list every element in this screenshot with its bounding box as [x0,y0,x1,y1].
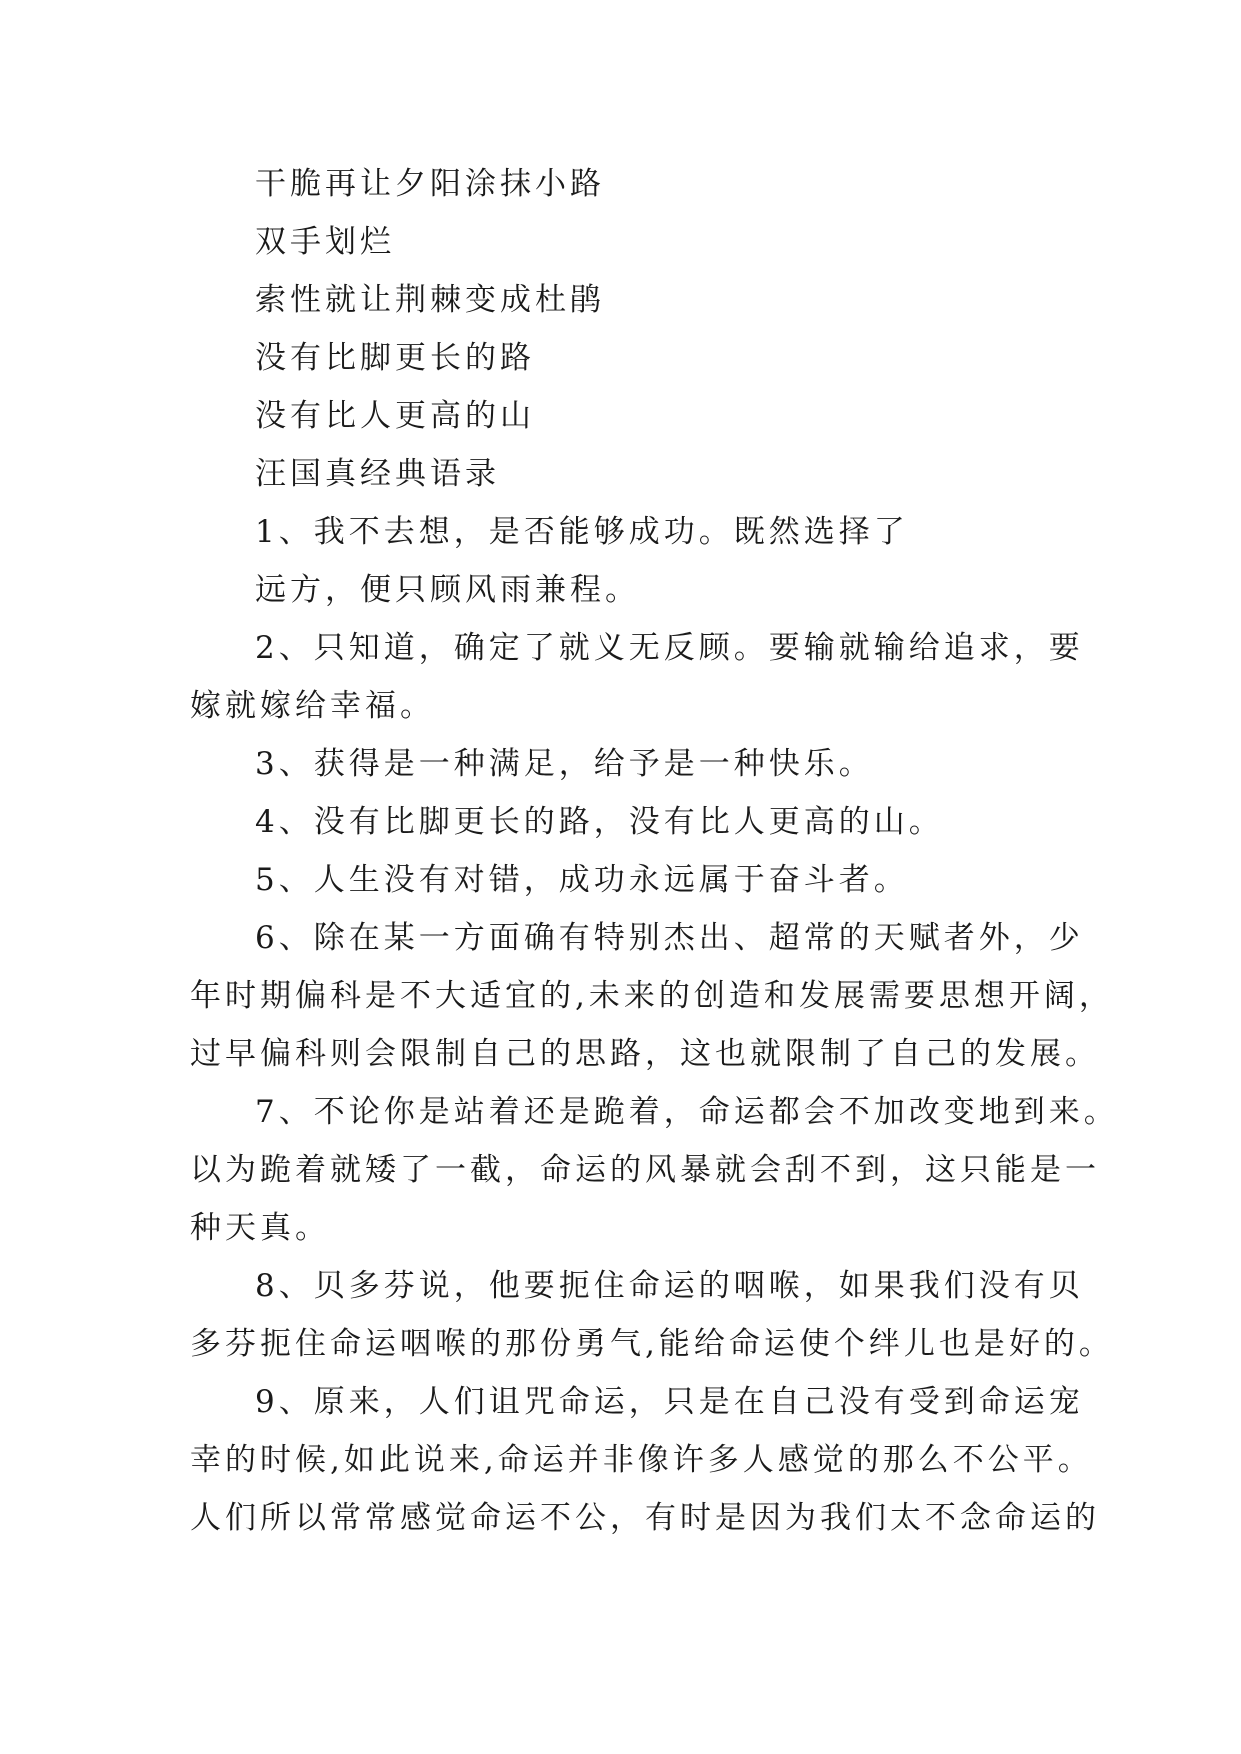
quote-line: 3、获得是一种满足，给予是一种快乐。 [255,746,874,782]
quote-line: 4、没有比脚更长的路，没有比人更高的山。 [255,804,944,840]
poem-line: 双手划烂 [255,224,395,260]
quote-line: 多芬扼住命运咽喉的那份勇气,能给命运使个绊儿也是好的。 [190,1326,1114,1362]
quote-line: 6、除在某一方面确有特别杰出、超常的天赋者外，少 [255,920,1084,956]
quote-line: 嫁就嫁给幸福。 [190,688,435,724]
quote-line: 8、贝多芬说，他要扼住命运的咽喉，如果我们没有贝 [255,1268,1084,1304]
poem-line: 干脆再让夕阳涂抹小路 [255,166,605,202]
poem-line: 没有比人更高的山 [255,398,535,434]
section-heading: 汪国真经典语录 [255,456,500,492]
quote-line: 5、人生没有对错，成功永远属于奋斗者。 [255,862,909,898]
quote-line: 以为跪着就矮了一截，命运的风暴就会刮不到，这只能是一 [190,1152,1100,1188]
poem-line: 没有比脚更长的路 [255,340,535,376]
quote-line: 1、我不去想，是否能够成功。既然选择了 [255,514,909,550]
quote-line: 人们所以常常感觉命运不公，有时是因为我们太不念命运的 [190,1500,1100,1536]
quote-line: 幸的时候,如此说来,命运并非像许多人感觉的那么不公平。 [190,1442,1093,1478]
quote-line: 7、不论你是站着还是跪着，命运都会不加改变地到来。 [255,1094,1119,1130]
quote-line: 种天真。 [190,1210,330,1246]
quote-line: 9、原来，人们诅咒命运，只是在自己没有受到命运宠 [255,1384,1084,1420]
poem-line: 索性就让荆棘变成杜鹃 [255,282,605,318]
quote-line: 过早偏科则会限制自己的思路，这也就限制了自己的发展。 [190,1036,1100,1072]
quote-line: 2、只知道，确定了就义无反顾。要输就输给追求，要 [255,630,1084,666]
quote-line: 远方，便只顾风雨兼程。 [255,572,640,608]
quote-line: 年时期偏科是不大适宜的,未来的创造和发展需要思想开阔， [190,978,1114,1014]
